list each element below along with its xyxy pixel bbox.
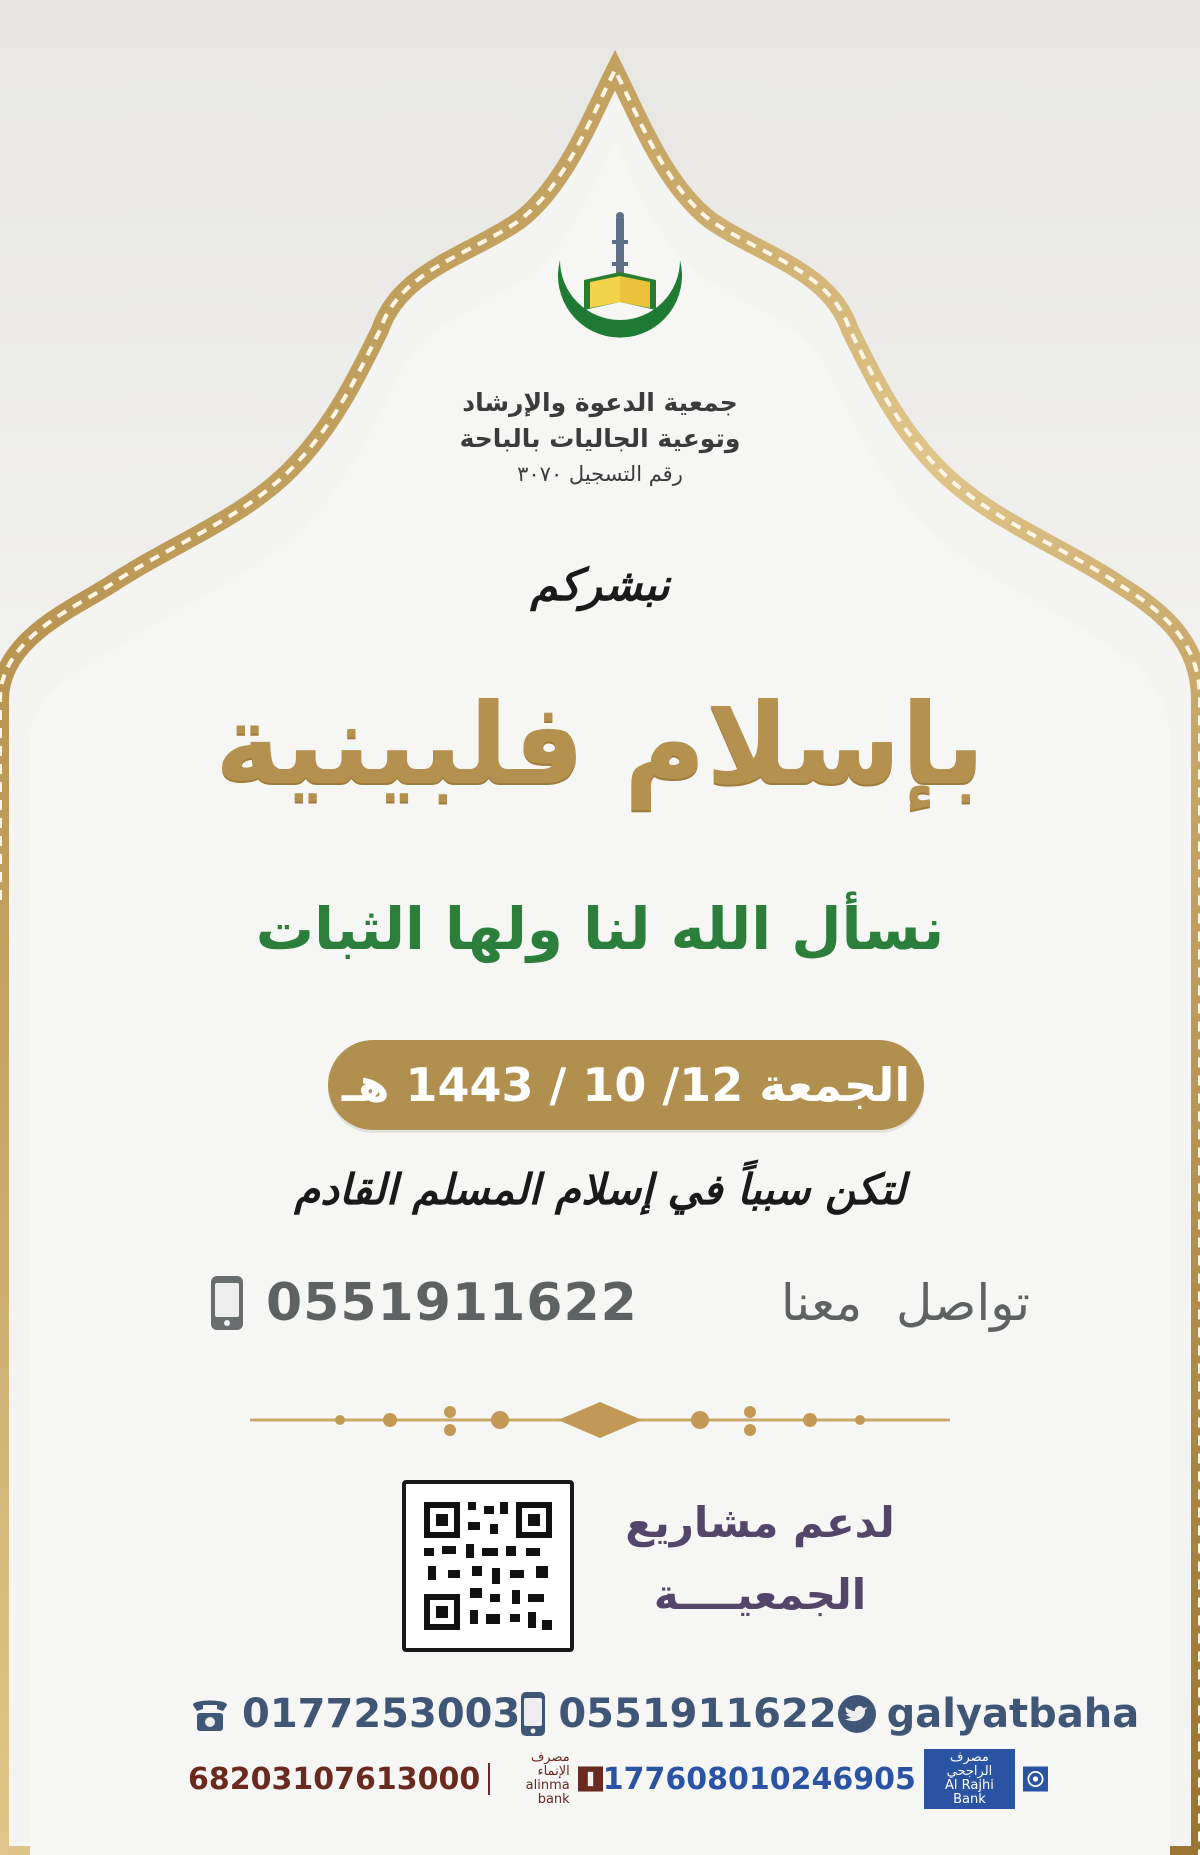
alinma-account[interactable] [188, 1751, 603, 1807]
alrajhi-account-number: 177608010246905 [602, 1761, 916, 1797]
telephone-icon [190, 1695, 230, 1733]
org-name-line1: جمعية الدعوة والإرشاد [462, 388, 738, 417]
footer-landline[interactable] [190, 1691, 520, 1737]
subheadline: نسأل الله لنا ولها الثبات [255, 895, 945, 963]
date-text: الجمعة 12/ 10 / 1443 هـ [341, 1058, 911, 1112]
contact-label: تواصل معنا [780, 1274, 1030, 1332]
twitter-handle: galyatbaha [886, 1691, 1140, 1737]
cause-line: لتكن سبباً في إسلام المسلم القادم [294, 1165, 906, 1214]
intro-text: نبشركم [530, 560, 670, 611]
support-line1: لدعم مشاريع [625, 1498, 895, 1547]
support-line2: الجمعيــــة [653, 1570, 867, 1619]
gold-divider-ornament-icon [250, 1390, 950, 1450]
footer-twitter[interactable] [837, 1691, 1140, 1737]
footer-banks [188, 1750, 1048, 1807]
footer-mobile[interactable] [520, 1691, 836, 1737]
alrajhi-name-ar: مصرف الراجحي [946, 1750, 993, 1779]
alinma-logo-icon [578, 1765, 603, 1793]
org-name-line2: وتوعية الجاليات بالباحة [459, 424, 741, 453]
contact-phone[interactable]: 0551911622 [266, 1273, 638, 1333]
qr-code-icon [406, 1484, 570, 1648]
alinma-name-en: alinma bank [525, 1778, 570, 1807]
alrajhi-logo-icon [1023, 1765, 1048, 1793]
alinma-logo [498, 1751, 570, 1807]
mobile-number: 0551911622 [558, 1691, 837, 1737]
headline: بإسلام فلبينية [214, 680, 986, 810]
org-logo [540, 210, 700, 370]
twitter-icon [837, 1694, 877, 1734]
alinma-name-ar: مصرف الإنماء [530, 1750, 570, 1779]
org-registration: رقم التسجيل ٣٠٧٠ [517, 462, 683, 486]
mobile-phone-icon [520, 1691, 546, 1737]
date-badge [328, 1040, 924, 1130]
qr-code[interactable] [402, 1480, 574, 1652]
alrajhi-name-en: Al Rajhi Bank [945, 1778, 994, 1807]
mosque-minaret-logo-icon [540, 210, 700, 370]
alrajhi-account[interactable] [603, 1749, 1048, 1809]
alrajhi-logo [924, 1749, 1015, 1809]
alinma-account-number: 68203107613000 [188, 1761, 481, 1797]
mobile-phone-icon [210, 1275, 244, 1331]
contact-row [210, 1268, 1030, 1338]
footer-contacts [190, 1686, 1140, 1742]
landline-number: 0177253003 [242, 1691, 521, 1737]
